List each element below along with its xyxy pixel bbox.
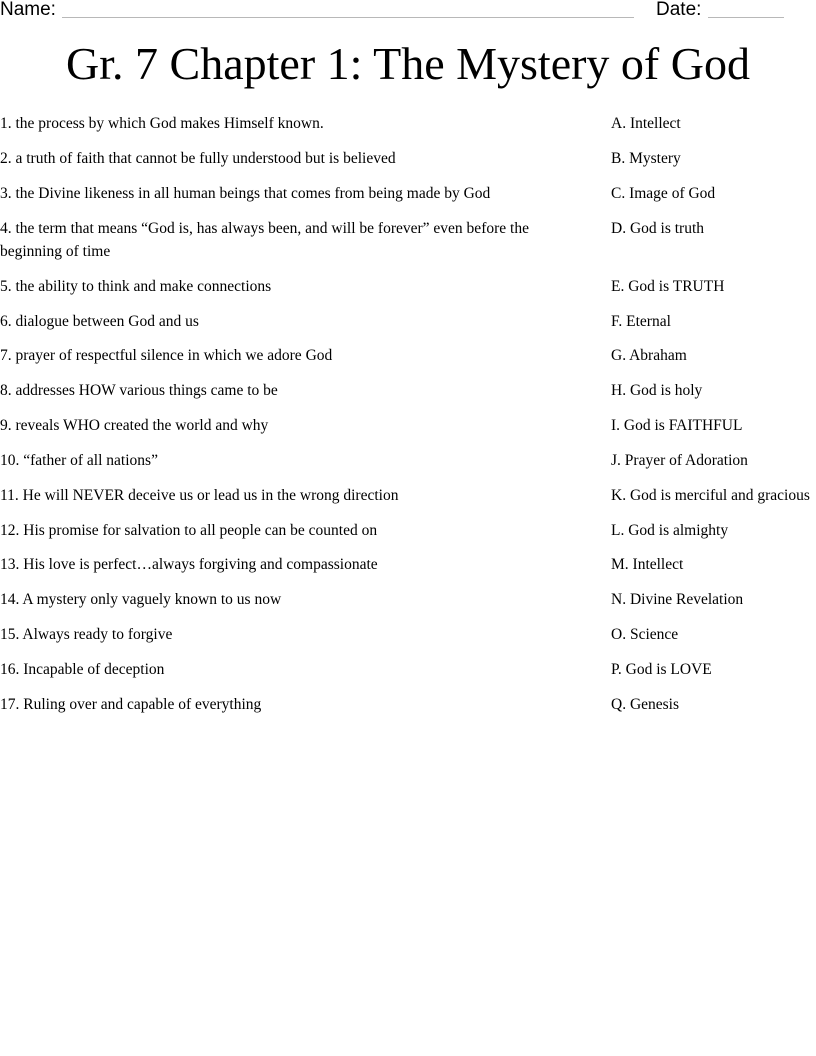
answer-item: C. Image of God [611,185,716,202]
question-item: 11. He will NEVER deceive us or lead us in the wrong direction [0,487,399,504]
question-item: 10. “father of all nations” [0,452,158,469]
worksheet-header [0,0,816,24]
answer-item: B. Mystery [611,150,681,167]
answer-item: A. Intellect [611,115,681,132]
question-item: 5. the ability to think and make connections [0,278,272,295]
question-item: 3. the Divine likeness in all human beings that comes from being made by God [0,185,491,202]
answer-item: D. God is truth [611,220,704,237]
question-item: 7. prayer of respectful silence in which we adore God [0,347,333,364]
question-item: 4. the term that means “God is, has always been, and will be forever” even before the beginning of time [0,220,529,260]
question-item: 6. dialogue between God and us [0,313,199,330]
question-item: 14. A mystery only vaguely known to us now [0,591,282,608]
question-item: 12. His promise for salvation to all people can be counted on [0,522,378,539]
answer-item: L. God is almighty [611,522,729,539]
question-item: 8. addresses HOW various things came to be [0,382,278,399]
page-title: Gr. 7 Chapter 1: The Mystery of God [66,38,750,89]
name-label: Name: [0,0,56,20]
answer-item: I. God is FAITHFUL [611,417,743,434]
answer-item: P. God is LOVE [611,661,712,678]
answer-item: Q. Genesis [611,696,680,713]
answer-item: J. Prayer of Adoration [611,452,748,469]
answer-item: M. Intellect [611,556,684,573]
answer-item: F. Eternal [611,313,671,330]
question-item: 9. reveals WHO created the world and why [0,417,269,434]
answer-item: K. God is merciful and gracious [611,487,810,504]
date-blank-line [708,17,784,18]
name-blank-line [62,17,634,18]
answer-item: N. Divine Revelation [611,591,744,608]
answer-item: H. God is holy [611,382,703,399]
answer-item: E. God is TRUTH [611,278,725,295]
question-item: 13. His love is perfect…always forgiving and compassionate [0,556,378,573]
answer-item: O. Science [611,626,679,643]
question-item: 1. the process by which God makes Himself known. [0,115,324,132]
question-item: 17. Ruling over and capable of everything [0,696,262,713]
answer-item: G. Abraham [611,347,687,364]
question-item: 2. a truth of faith that cannot be fully understood but is believed [0,150,396,167]
question-item: 16. Incapable of deception [0,661,165,678]
question-item: 15. Always ready to forgive [0,626,173,643]
date-label: Date: [656,0,702,20]
